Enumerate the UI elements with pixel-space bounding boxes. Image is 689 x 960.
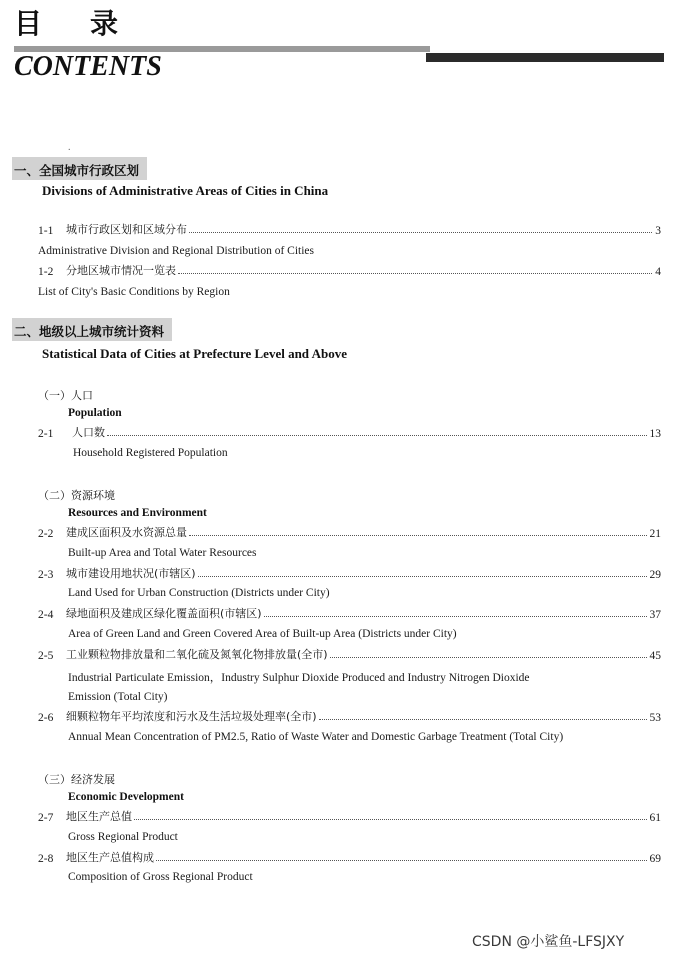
- toc-entry-2-3[interactable]: [38, 565, 661, 581]
- dot-leader: [189, 232, 652, 233]
- section-1-title-en: Divisions of Administrative Areas of Cities in China: [42, 183, 329, 198]
- toc-entry-1-1[interactable]: [38, 221, 661, 237]
- entry-page-number: 53: [649, 712, 661, 724]
- entry-page-number: 45: [649, 650, 661, 662]
- dot-leader: [107, 435, 647, 436]
- section-1-title-cn: 一、全国城市行政区划: [14, 163, 140, 178]
- entry-number: 1-2: [38, 266, 54, 278]
- header-rule-black: [426, 53, 664, 62]
- toc-entry-1-2[interactable]: [38, 262, 661, 278]
- entry-title-en: Built-up Area and Total Water Resources: [68, 547, 257, 559]
- dot-leader: [156, 860, 647, 861]
- entry-title-en: List of City's Basic Conditions by Region: [38, 286, 230, 298]
- entry-title-en: Industrial Particulate Emission，Industry Sulphur Dioxide Produced and Industry Nitrogen Dioxide: [68, 672, 530, 684]
- toc-entry-2-5[interactable]: [38, 646, 661, 662]
- subsection-3-title-en: Economic Development: [68, 791, 184, 803]
- entry-number: 2-5: [38, 650, 54, 662]
- entry-page-number: 61: [649, 812, 661, 824]
- subsection-3-title-cn: （三）经济发展: [38, 773, 115, 786]
- entry-page-number: 4: [655, 266, 661, 278]
- entry-page-number: 29: [649, 569, 661, 581]
- dot-leader: [264, 616, 647, 617]
- entry-page-number: 21: [649, 528, 661, 540]
- entry-title-cn: 地区生产总值构成: [66, 851, 154, 864]
- entry-title-en: Household Registered Population: [73, 447, 228, 459]
- entry-title-cn: 人口数: [72, 426, 105, 439]
- entry-number: 2-6: [38, 712, 54, 724]
- entry-number: 2-2: [38, 528, 54, 540]
- subsection-1-title-en: Population: [68, 407, 122, 419]
- entry-number: 2-3: [38, 569, 54, 581]
- entry-page-number: 69: [649, 853, 661, 865]
- entry-number: 2-4: [38, 609, 54, 621]
- entry-title-cn: 工业颗粒物排放量和二氧化硫及氮氧化物排放量(全市): [66, 648, 328, 661]
- csdn-watermark: CSDN @小鲨鱼-LFSJXY: [472, 934, 625, 950]
- entry-title-cn: 分地区城市情况一览表: [66, 264, 176, 277]
- entry-title-en: Annual Mean Concentration of PM2.5, Ratio of Waste Water and Domestic Garbage Treatment (Total City): [68, 731, 564, 743]
- entry-page-number: 13: [649, 428, 661, 440]
- entry-page-number: 3: [655, 225, 661, 237]
- toc-entry-2-4[interactable]: [38, 605, 661, 621]
- entry-title-cn: 城市建设用地状况(市辖区): [66, 567, 196, 580]
- entry-title-cn: 建成区面积及水资源总量: [66, 526, 187, 539]
- dot-leader: [330, 657, 647, 658]
- entry-title-en-continued: Emission (Total City): [68, 691, 168, 703]
- dot-leader: [134, 819, 647, 820]
- toc-entry-2-2[interactable]: [38, 524, 661, 540]
- dot-leader: [198, 576, 647, 577]
- entry-title-en: Composition of Gross Regional Product: [68, 871, 253, 883]
- dot-leader: [319, 719, 647, 720]
- subsection-2-title-cn: （二）资源环境: [38, 489, 115, 502]
- section-2-title-en: Statistical Data of Cities at Prefecture Level and Above: [42, 346, 347, 361]
- entry-number: 2-8: [38, 853, 54, 865]
- entry-title-en: Administrative Division and Regional Distribution of Cities: [38, 245, 314, 257]
- entry-number: 2-7: [38, 812, 54, 824]
- entry-title-en: Gross Regional Product: [68, 831, 178, 843]
- dot-leader: [178, 273, 652, 274]
- entry-number: 2-1: [38, 428, 54, 440]
- toc-entry-2-7[interactable]: [38, 808, 661, 824]
- entry-page-number: 37: [649, 609, 661, 621]
- section-2-title-cn: 二、地级以上城市统计资料: [14, 324, 165, 339]
- toc-entry-2-1[interactable]: [38, 424, 661, 440]
- subsection-2-title-en: Resources and Environment: [68, 507, 207, 519]
- entry-title-cn: 地区生产总值: [66, 810, 132, 823]
- page-title-en: CONTENTS: [14, 51, 162, 82]
- subsection-1-title-cn: （一）人口: [38, 389, 93, 402]
- toc-entry-2-6[interactable]: [38, 708, 661, 724]
- page-title-cn: 目录: [14, 7, 167, 40]
- entry-number: 1-1: [38, 225, 54, 237]
- entry-title-en: Area of Green Land and Green Covered Area of Built-up Area (Districts under City): [68, 628, 457, 640]
- entry-title-en: Land Used for Urban Construction (Districts under City): [68, 587, 330, 599]
- entry-title-cn: 城市行政区划和区域分布: [66, 223, 187, 236]
- entry-title-cn: 绿地面积及建成区绿化覆盖面积(市辖区): [66, 607, 262, 620]
- dot-leader: [189, 535, 647, 536]
- toc-entry-2-8[interactable]: [38, 849, 661, 865]
- entry-title-cn: 细颗粒物年平均浓度和污水及生活垃圾处理率(全市): [66, 710, 317, 723]
- stray-dot: .: [68, 142, 71, 153]
